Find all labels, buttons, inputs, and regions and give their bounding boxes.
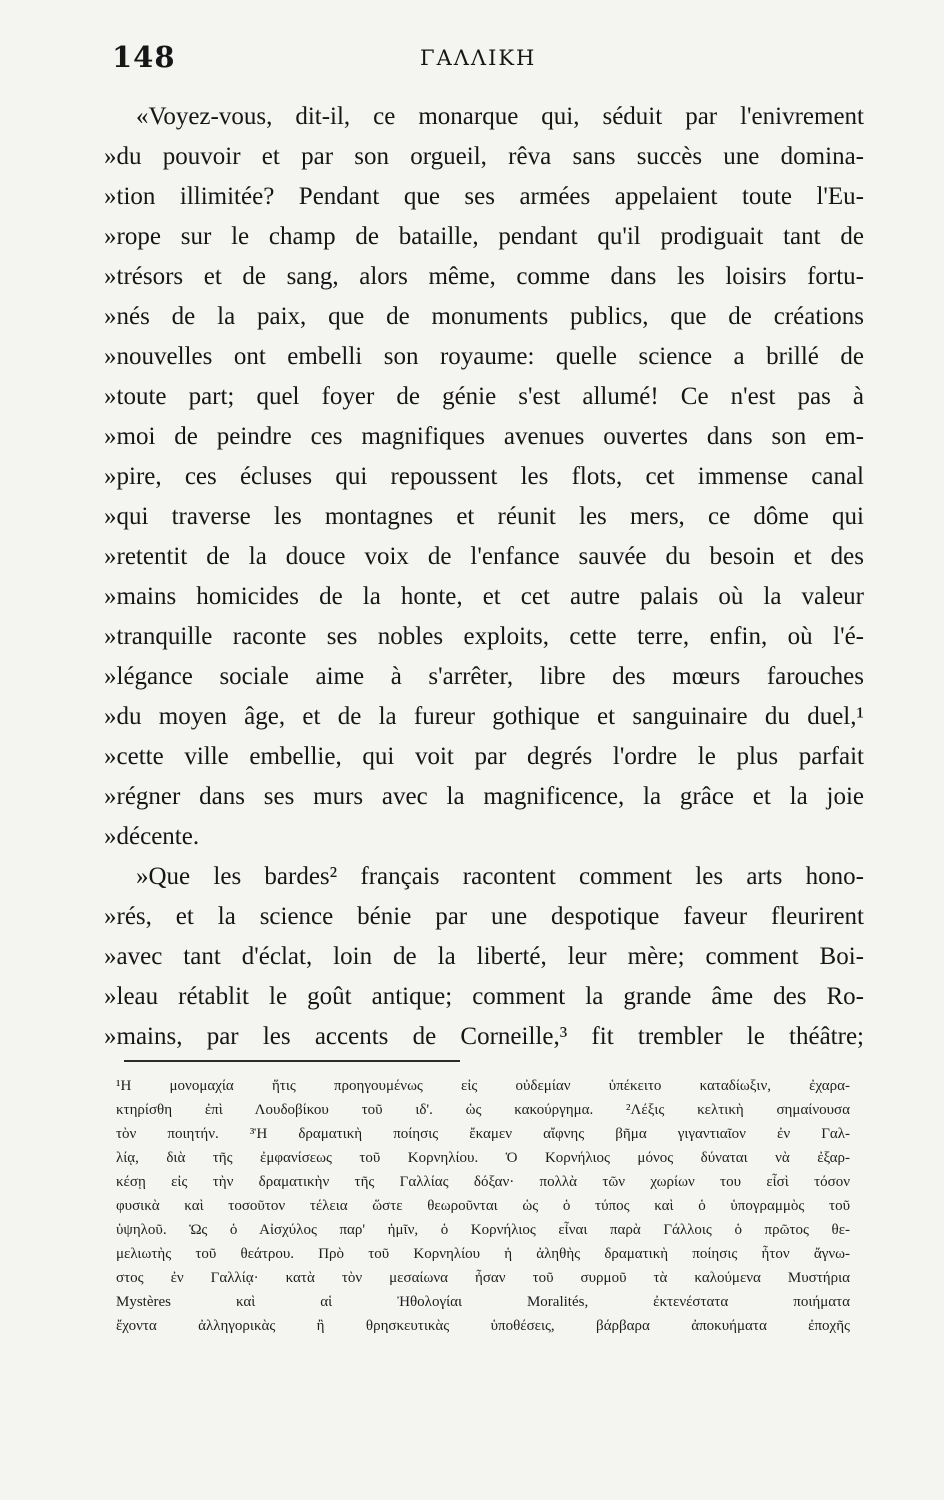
text-line: »toute part; quel foyer de génie s'est allumé! Ce n'est pas à — [104, 383, 864, 410]
footnote-line: ¹Η μονομαχία ἥτις προηγουμένως εἰς οὐδεμίαν ὑπέκειτο καταδίωξιν, ἐχαρα- — [116, 1078, 850, 1094]
page-number: 148 — [112, 40, 176, 74]
text-line: »leau rétablit le goût antique; comment la grande âme des Ro- — [104, 983, 864, 1010]
footnote-line: Mystères καὶ αἱ Ἠθολογίαι Moralités, ἐκτενέστατα ποιήματα — [116, 1294, 850, 1310]
text-line: »tranquille raconte ses nobles exploits, cette terre, enfin, où l'é- — [104, 623, 864, 650]
text-line: »cette ville embellie, qui voit par degrés l'ordre le plus parfait — [104, 743, 864, 770]
text-line: »tion illimitée? Pendant que ses armées appelaient toute l'Eu- — [104, 183, 864, 210]
text-line: »trésors et de sang, alors même, comme dans les loisirs fortu- — [104, 263, 864, 290]
text-line: »mains, par les accents de Corneille,³ fit trembler le théâtre; — [104, 1023, 864, 1050]
footnote-divider — [124, 1060, 460, 1062]
footnote-line: ὑψηλοῦ. Ὡς ὁ Αἰσχύλος παρ' ἡμῖν, ὁ Κορνήλιος εἶναι παρὰ Γάλλοις ὁ πρῶτος θε- — [116, 1222, 850, 1238]
text-line: »retentit de la douce voix de l'enfance sauvée du besoin et des — [104, 543, 864, 570]
text-line: »du pouvoir et par son orgueil, rêva sans succès une domina- — [104, 143, 864, 170]
text-line: »décente. — [104, 823, 200, 850]
footnote-line: τὸν ποιητήν. ³Ἡ δραματικὴ ποίησις ἔκαμεν αἴφνης βῆμα γιγαντιαῖον ἐν Γαλ- — [116, 1126, 850, 1142]
footnote-line: ἔχοντα ἀλληγορικὰς ἢ θρησκευτικὰς ὑποθέσεις, βάρβαρα ἀποκυήματα ἐποχῆς — [116, 1318, 850, 1334]
footnote-line: λίᾳ, διὰ τῆς ἐμφανίσεως τοῦ Κορνηλίου. Ὁ Κορνήλιος μόνος δύναται νὰ ἐξαρ- — [116, 1150, 850, 1166]
footnote-line: κέσῃ εἰς τὴν δραματικὴν τῆς Γαλλίας δόξαν· πολλὰ τῶν χωρίων του εἶσὶ τόσον — [116, 1174, 850, 1190]
text-line: »moi de peindre ces magnifiques avenues ouvertes dans son em- — [104, 423, 864, 450]
text-line: »qui traverse les montagnes et réunit les mers, ce dôme qui — [104, 503, 864, 530]
text-line: »rope sur le champ de bataille, pendant qu'il prodiguait tant de — [104, 223, 864, 250]
text-line: »pire, ces écluses qui repoussent les flots, cet immense canal — [104, 463, 864, 490]
text-line: «Voyez-vous, dit-il, ce monarque qui, séduit par l'enivrement — [136, 103, 864, 130]
text-line: »mains homicides de la honte, et cet autre palais où la valeur — [104, 583, 864, 610]
text-line: »rés, et la science bénie par une despotique faveur fleurirent — [104, 903, 864, 930]
text-line: »du moyen âge, et de la fureur gothique et sanguinaire du duel,¹ — [104, 703, 864, 730]
text-line: »régner dans ses murs avec la magnificence, la grâce et la joie — [104, 783, 864, 810]
footnote-line: κτηρίσθη ἐπὶ Λουδοβίκου τοῦ ιδ'. ὡς κακούργημα. ²Λέξις κελτικὴ σημαίνουσα — [116, 1102, 850, 1118]
text-line: »légance sociale aime à s'arrêter, libre des mœurs farouches — [104, 663, 864, 690]
footnote-line: στος ἐν Γαλλίᾳ· κατὰ τὸν μεσαίωνα ἦσαν τοῦ συρμοῦ τὰ καλούμενα Μυστήρια — [116, 1270, 850, 1286]
footnote-line: φυσικὰ καὶ τοσοῦτον τέλεια ὥστε θεωροῦνται ὡς ὁ τύπος καὶ ὁ ὑπογραμμὸς τοῦ — [116, 1198, 850, 1214]
text-line: »Que les bardes² français racontent comment les arts hono- — [136, 863, 864, 890]
text-line: »avec tant d'éclat, loin de la liberté, leur mère; comment Boi- — [104, 943, 864, 970]
footnote-line: μελιωτὴς τοῦ θεάτρου. Πρὸ τοῦ Κορνηλίου ἡ ἀληθὴς δραματικὴ ποίησις ἦτον ἄγνω- — [116, 1246, 850, 1262]
text-line: »nés de la paix, que de monuments publics, que de créations — [104, 303, 864, 330]
text-line: »nouvelles ont embelli son royaume: quelle science a brillé de — [104, 343, 864, 370]
running-head: ΓΑΛΛΙΚΗ — [420, 46, 537, 70]
